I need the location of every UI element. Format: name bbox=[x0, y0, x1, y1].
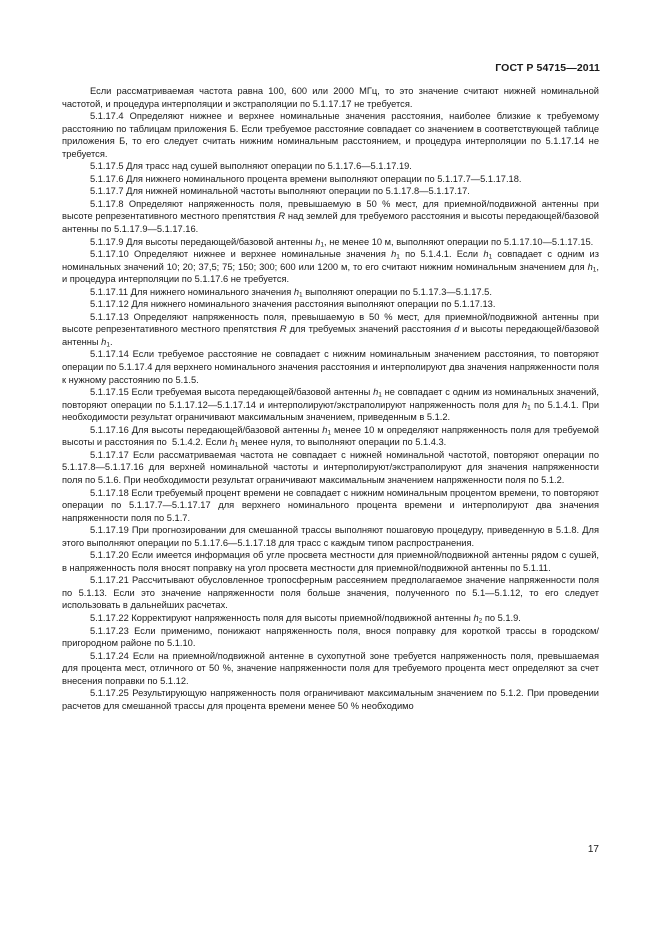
paragraph: 5.1.17.16 Для высоты передающей/базовой антенны $h_1$ менее 10 м определяют напряженность поля для требуемой высоты и расстояния по 5.1.4.2. Если $h_1$ менее нуля, то выполняют операции по 5.1.4.3. bbox=[62, 424, 599, 449]
paragraph: 5.1.17.22 Корректируют напряженность поля для высоты приемной/подвижной антенны $h_2$ по 5.1.9. bbox=[90, 612, 521, 625]
paragraph: 5.1.17.19 При прогнозировании для смешанной трассы выполняют пошаговую процедуру, приведенную в 5.1.8. Для этого выполняют операции по 5.1.17.6—5.1.17.18 для трасс с каждым типом распространения. bbox=[62, 525, 599, 548]
document-header: ГОСТ Р 54715—2011 bbox=[495, 62, 600, 74]
paragraph: 5.1.17.6 Для нижнего номинального процента времени выполняют операции по 5.1.17.7—5.1.17.18. bbox=[90, 173, 522, 184]
paragraph: 5.1.17.11 Для нижнего номинального значения $h_1$ выполняют операции по 5.1.17.3—5.1.17.5. bbox=[90, 286, 492, 299]
paragraph: 5.1.17.21 Рассчитывают обусловленное тропосферным рассеянием предполагаемое значение напряженности поля по 5.1.13. Если это значение напряженности поля больше значения, полученного по 5.1—5.1.12, то его следует использовать в дальнейших расчетах. bbox=[62, 575, 599, 611]
paragraph: 5.1.17.12 Для нижнего номинального значения расстояния выполняют операции по 5.1.17.13. bbox=[90, 299, 496, 310]
paragraph: 5.1.17.5 Для трасс над сушей выполняют операции по 5.1.17.6—5.1.17.19. bbox=[90, 161, 412, 172]
page-number: 17 bbox=[587, 844, 599, 855]
paragraph: 5.1.17.9 Для высоты передающей/базовой антенны $h_1$, не менее 10 м, выполняют операции по 5.1.17.10—5.1.17.15. bbox=[90, 236, 594, 249]
paragraph: Если рассматриваемая частота равна 100, 600 или 2000 МГц, то это значение считают нижней номинальной частотой, и процедура интерполяции и экстраполяции по 5.1.17.17 не требуется. bbox=[62, 86, 599, 109]
paragraph: 5.1.17.18 Если требуемый процент времени не совпадает с нижним номинальным процентом времени, то повторяют операции по 5.1.17.7—5.1.17.17 для верхнего номинального процента времени и интерполируют два значения напряженности поля по 5.1.7. bbox=[62, 487, 599, 523]
paragraph: 5.1.17.17 Если рассматриваемая частота не совпадает с нижней номинальной частотой, повторяют операции по 5.1.17.8—5.1.17.16 для верхней номинальной частоты и интерполируют/экстраполируют для значения напряженности поля по 5.1.6. При необходимости результат ограничивают максимальным значением напряженности поля по 5.1.2. bbox=[62, 449, 599, 485]
document-body bbox=[62, 85, 599, 712]
paragraph: 5.1.17.15 Если требуемая высота передающей/базовой антенны $h_1$ не совпадает с одним из номинальных значений, повторяют операции по 5.1.17.12—5.1.17.14 и интерполируют/экстраполируют напряженность поля для $h_1$ по 5.1.4.1. При необходимости результат ограничивают максимальным значением, приведенным в 5.1.2. bbox=[62, 387, 600, 423]
paragraph: 5.1.17.4 Определяют нижнее и верхнее номинальные значения расстояния, наиболее близкие к требуемому расстоянию по таблицам приложения Б. Если требуемое расстояние совпадает со значением в соответствующей таблице приложения Б, то его следует считать нижним номинальным расстоянием, и процедура интерполяции по 5.1.17.14 не требуется. bbox=[62, 111, 599, 159]
paragraph: 5.1.17.7 Для нижней номинальной частоты выполняют операции по 5.1.17.8—5.1.17.17. bbox=[90, 186, 470, 197]
paragraph: 5.1.17.13 Определяют напряженность поля, превышаемую в 50 % мест, для приемной/подвижной антенны при высоте репрезентативного местного препятствия R для требуемых значений расстояния d и высоты передающей/базовой антенны $h_1$. bbox=[62, 311, 600, 349]
paragraph: 5.1.17.23 Если применимо, понижают напряженность поля, внося поправку для короткой трассы в городском/пригородном районе по 5.1.10. bbox=[62, 625, 599, 649]
paragraph: 5.1.17.10 Определяют нижнее и верхнее номинальные значения $h_1$ по 5.1.4.1. Если $h_1$ совпадает с одним из номинальных значений 10; 20; 37,5; 75; 150; 300; 600 или 1200 м, то его считают нижним номинальным значением для $h_1$, и процедура интерполяции по 5.1.17.6 не требуется. bbox=[62, 249, 600, 285]
paragraph: 5.1.17.24 Если на приемной/подвижной антенне в сухопутной зоне требуется напряженность поля, превышаемая для процента мест, отличного от 50 %, значение напряженности поля для требуемого процента мест определяют за счет внесения поправки по 5.1.12. bbox=[62, 650, 599, 686]
paragraph: 5.1.17.14 Если требуемое расстояние не совпадает с нижним номинальным значением расстояния, то повторяют операции по 5.1.17.4 для верхнего номинального значения расстояния и интерполируют два значения напряженности поля к нужному расстоянию по 5.1.5. bbox=[62, 349, 599, 385]
paragraph: 5.1.17.20 Если имеется информация об угле просвета местности для приемной/подвижной антенны рядом с сушей, в напряженность поля вносят поправку на угол просвета местности для приемной/подвижной антенны по 5.1.11. bbox=[62, 550, 599, 573]
paragraph: 5.1.17.8 Определяют напряженность поля, превышаемую в 50 % мест, для приемной/подвижной антенны при высоте репрезентативного местного препятствия R над землей для требуемого расстояния и высоты передающей/базовой антенны по 5.1.17.9—5.1.17.16. bbox=[62, 198, 599, 235]
paragraph: 5.1.17.25 Результирующую напряженность поля ограничивают максимальным значением по 5.1.2. При проведении расчетов для смешанной трассы для процента времени менее 50 % необходимо bbox=[62, 688, 599, 711]
